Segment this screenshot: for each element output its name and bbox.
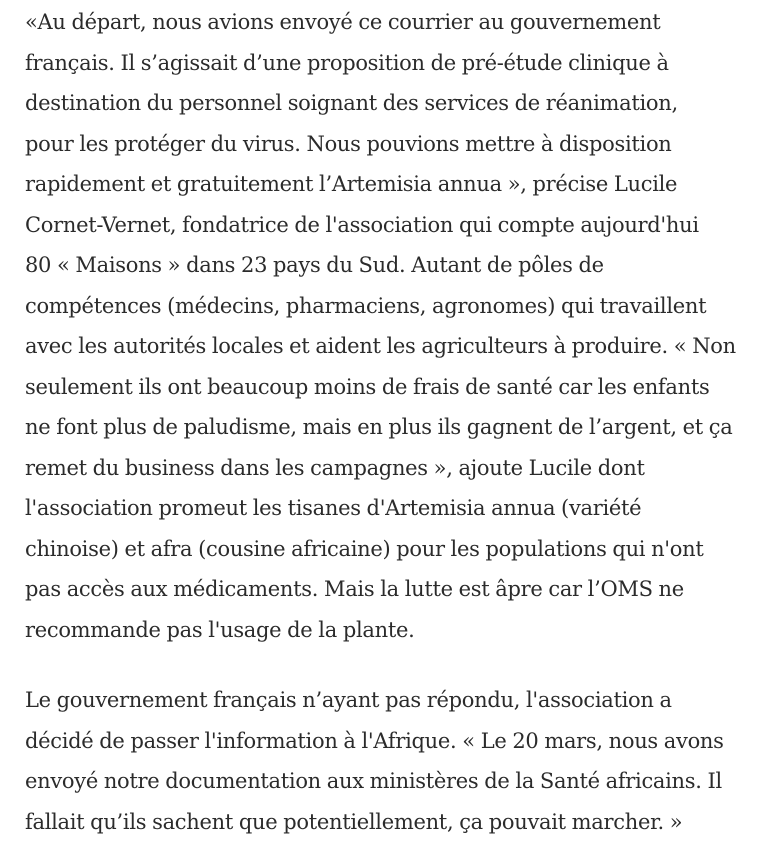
article-paragraph: Le gouvernement français n’ayant pas répondu, l'association a décidé de passer l'information à l'Afrique. « Le 20 mars, nous avons envoyé notre documentation aux ministères de la Santé africains. Il fallait qu’ils sachent que potentiellement, ça pouvait marcher. » xyxy=(25,688,724,834)
article-paragraph: «Au départ, nous avions envoyé ce courrier au gouvernement français. Il s’agissait d’une proposition de pré-étude clinique à destination du personnel soignant des services de réanimation, pour les protéger du virus. Nous pouvions mettre à disposition rapidement et gratuitement l’Artemisia annua », précise Lucile Cornet-Vernet, fondatrice de l'association qui compte aujourd'hui 80 « Maisons » dans 23 pays du Sud. Autant de pôles de compétences (médecins, pharmaciens, agronomes) qui travaillent avec les autorités locales et aident les agriculteurs à produire. « Non seulement ils ont beaucoup moins de frais de santé car les enfants ne font plus de paludisme, mais en plus ils gagnent de l’argent, et ça remet du business dans les campagnes », ajoute Lucile dont l'association promeut les tisanes d'Artemisia annua (variété chinoise) et afra (cousine africaine) pour les populations qui n'ont pas accès aux médicaments. Mais la lutte est âpre car l’OMS ne recommande pas l'usage de la plante. xyxy=(25,10,736,642)
article-body xyxy=(25,2,782,842)
